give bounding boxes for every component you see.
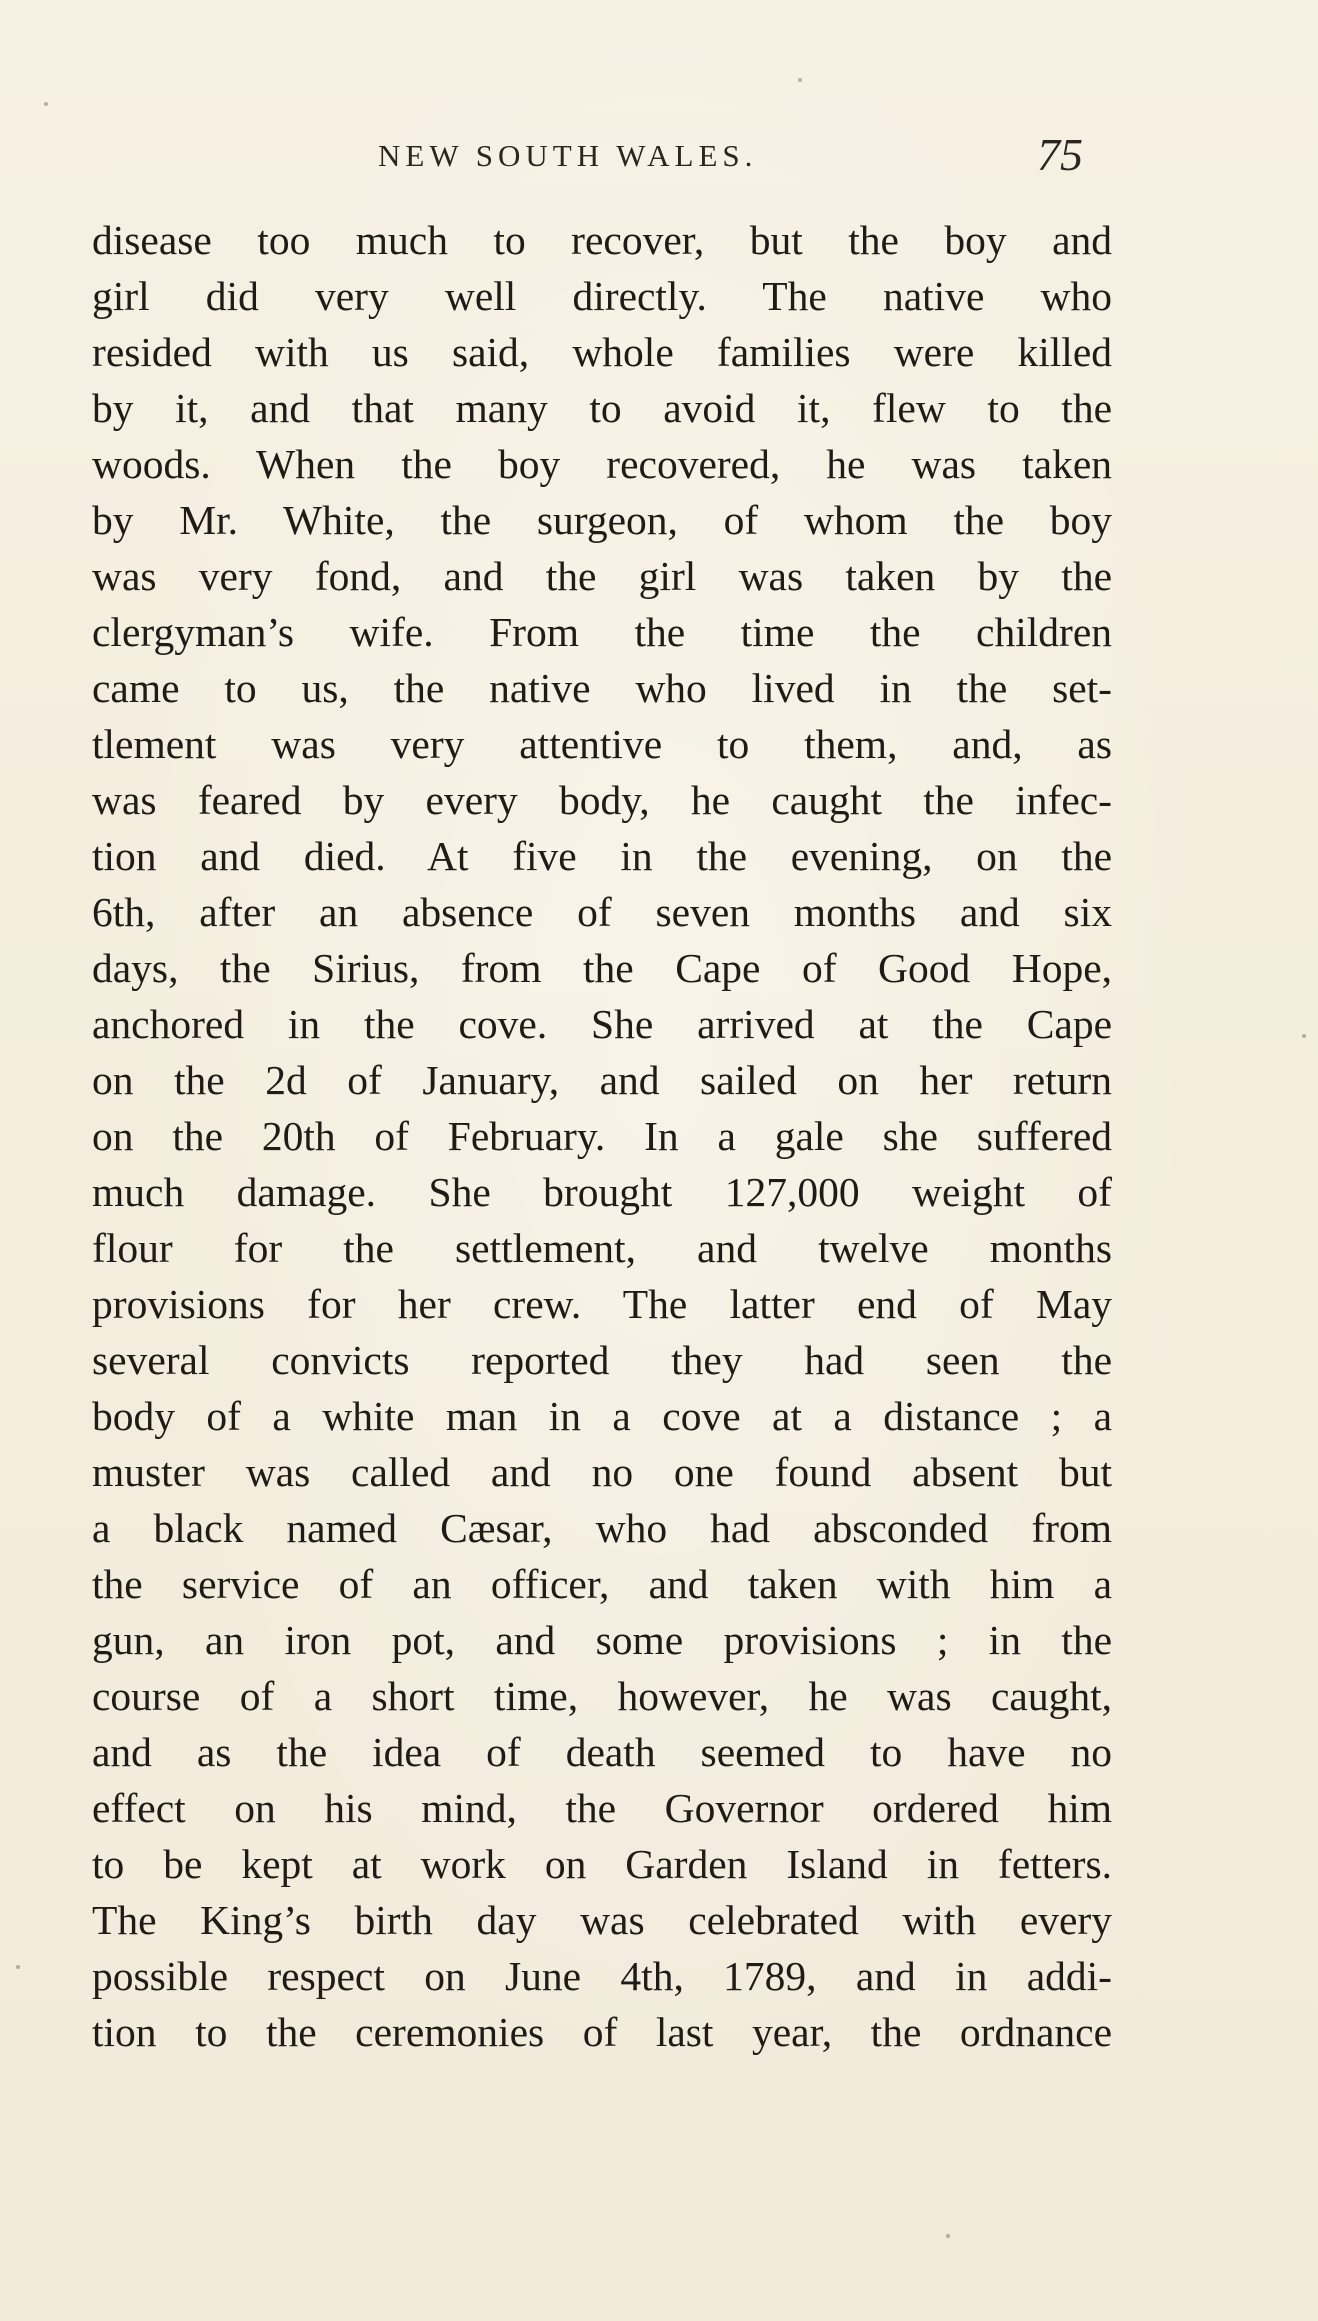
text-line: The King’s birth day was celebrated with every [92, 1897, 1112, 1943]
text-line: muster was called and no one found absent but [92, 1449, 1112, 1495]
text-line: clergyman’s wife. From the time the children [92, 609, 1112, 655]
text-line: to be kept at work on Garden Island in fetters. [92, 1841, 1112, 1887]
text-line: course of a short time, however, he was caught, [92, 1673, 1112, 1719]
paper-speck [16, 1965, 20, 1969]
paper-speck [946, 2234, 950, 2238]
page-number: 75 [1037, 129, 1083, 180]
text-line: gun, an iron pot, and some provisions ; in the [92, 1617, 1112, 1663]
text-line: woods. When the boy recovered, he was taken [92, 441, 1112, 487]
text-line: flour for the settlement, and twelve months [92, 1225, 1112, 1271]
text-line: girl did very well directly. The native who [92, 273, 1112, 319]
text-line: tlement was very attentive to them, and, as [92, 721, 1112, 767]
text-line: anchored in the cove. She arrived at the Cape [92, 1001, 1112, 1047]
text-line: several convicts reported they had seen the [92, 1337, 1112, 1383]
text-line: by Mr. White, the surgeon, of whom the boy [92, 497, 1112, 543]
text-line: was very fond, and the girl was taken by the [92, 553, 1112, 599]
text-line: on the 20th of February. In a gale she suffered [92, 1113, 1112, 1159]
text-line: disease too much to recover, but the boy and [92, 217, 1112, 263]
text-line: resided with us said, whole families were killed [92, 329, 1112, 375]
text-line: tion to the ceremonies of last year, the ordnance [92, 2009, 1112, 2055]
text-line: days, the Sirius, from the Cape of Good Hope, [92, 945, 1112, 991]
text-line: the service of an officer, and taken with him a [92, 1561, 1112, 1607]
text-line: provisions for her crew. The latter end of May [92, 1281, 1112, 1327]
running-title: NEW SOUTH WALES. [378, 138, 758, 173]
text-line: possible respect on June 4th, 1789, and in addi- [92, 1953, 1112, 1999]
paper-speck [1302, 1034, 1306, 1038]
running-head [0, 128, 1318, 188]
text-line: a black named Cæsar, who had absconded from [92, 1505, 1112, 1551]
paper-speck [44, 102, 48, 106]
text-line: effect on his mind, the Governor ordered him [92, 1785, 1112, 1831]
text-line: body of a white man in a cove at a distance ; a [92, 1393, 1112, 1439]
text-line: came to us, the native who lived in the set- [92, 665, 1112, 711]
text-line: and as the idea of death seemed to have no [92, 1729, 1112, 1775]
paper-speck [798, 78, 802, 82]
text-line: was feared by every body, he caught the infec- [92, 777, 1112, 823]
text-line: by it, and that many to avoid it, flew to the [92, 385, 1112, 431]
text-line: on the 2d of January, and sailed on her return [92, 1057, 1112, 1103]
text-line: 6th, after an absence of seven months and six [92, 889, 1112, 935]
text-line: tion and died. At five in the evening, on the [92, 833, 1112, 879]
text-line: much damage. She brought 127,000 weight of [92, 1169, 1112, 1215]
body-text [92, 212, 1112, 2060]
